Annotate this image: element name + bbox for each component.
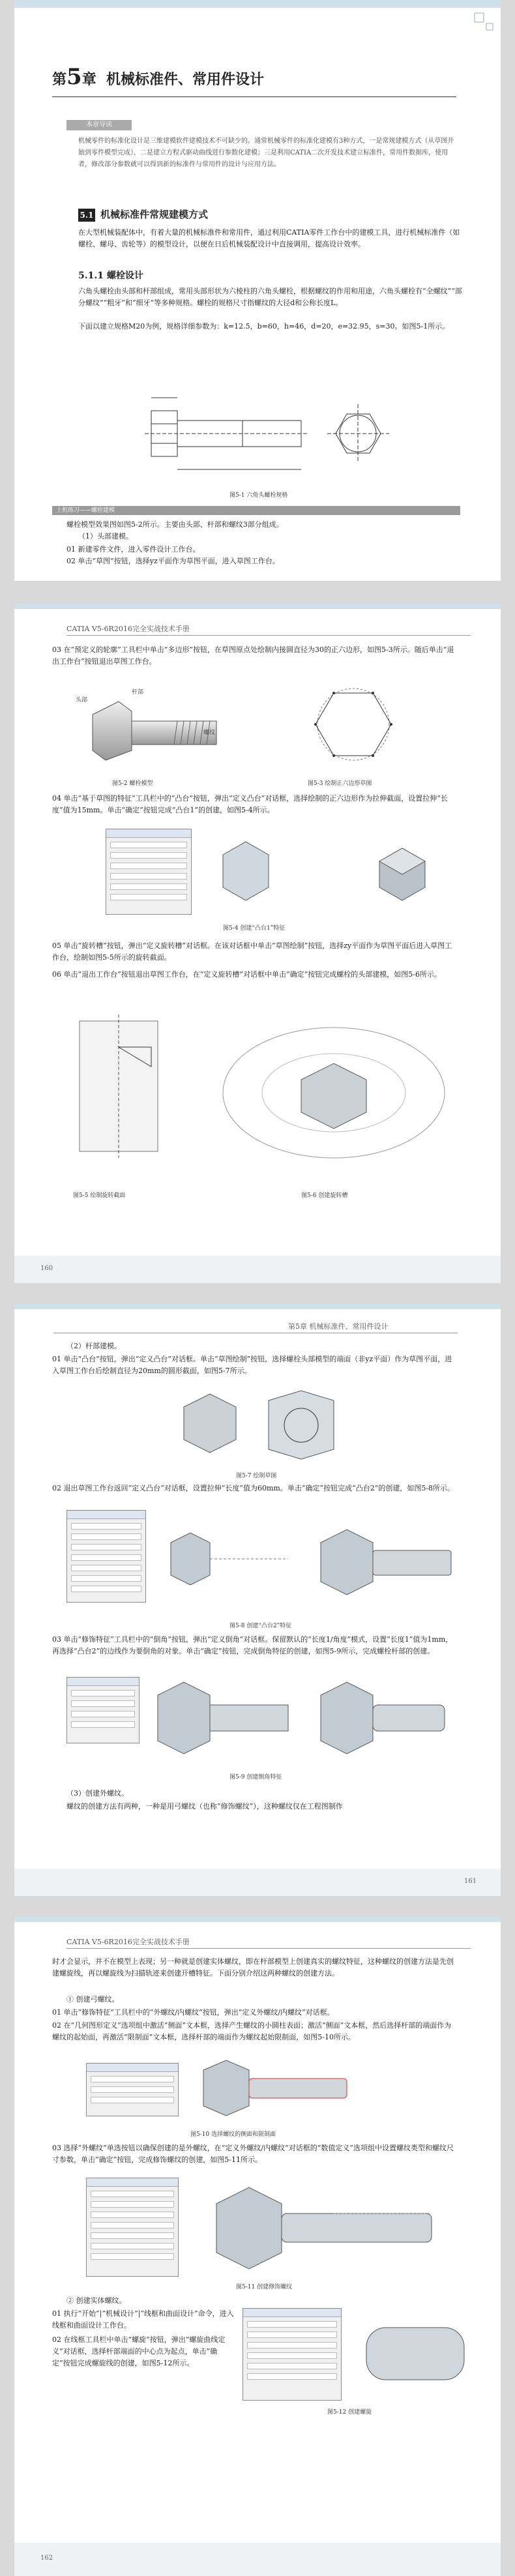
footer-band [14, 2543, 501, 2576]
section-heading: 5.1 机械标准件常规建模方式 [78, 207, 208, 222]
caption-5-12: 图5-12 创建螺旋 [327, 2409, 372, 2416]
para-03: 03 单击“修饰特征”工具栏中的“倒角”按钮，弹出“定义倒角”对话框。保留默认的“长度1/角度”模式，设置“长度1”值为1mm，再选择“凸台2”的边线作为要倒角的对象。单击“确定”按钮，完成倒角特征的创建，如图5-9所示，完成螺栓杆部的创建。 [52, 1635, 453, 1655]
para-04: 04 单击“基于草图的特征”工具栏中的“凸台”按钮，弹出“定义凸台”对话框，选择绘制的正六边形作为拉伸截面，设置拉伸“长度”值为15mm。单击“确定”按钮完成“凸台1”的创建，如图5-4所示。 [52, 794, 448, 814]
pad-2-figures [158, 1510, 458, 1614]
define-chamfer-dialog[interactable] [66, 1677, 140, 1743]
caption-5-2: 图5-2 螺栓模型 [112, 780, 153, 787]
para-05: 02 在线框工具栏中单击“螺旋”按钮，弹出“螺旋曲线定义”对话框，选择杆部端面的中心点为起点，单击“确定”按钮完成螺旋线的创建，如图5-12所示。 [52, 2335, 226, 2367]
cosmetic-thread-figure [190, 2178, 464, 2275]
top-band [14, 1917, 501, 1922]
thread-value-dialog[interactable] [86, 2178, 179, 2277]
step-01: 01 新建零件文件，进入零件设计工作台。 [66, 545, 200, 554]
hexagon-sketch-figure [288, 675, 419, 773]
intro-text: 机械零件的标准化设计是三维建模软件建模技术不可缺少的。通常机械零件的标准化建模有3种方式，一是常规建模方式（从草图开始到零件模型完成），二是建立方程式驱动曲线进行参数化建模；三是利用CATIA二次开发技术建立标准件，常用件数据库，使用者，修改部分参数就可以得到新的标准件与常用件的设计与应用方法。 [78, 138, 454, 168]
sub-text-2: 下面以建立规格M20为例，规格详细参数为：k=12.5，b=60，h=46，d=20，e=32.95，s=30。如图5-1所示。 [78, 322, 450, 331]
page-2 [14, 604, 501, 1283]
revolve-groove-figure [210, 1008, 458, 1171]
bolt-model-figure [66, 675, 236, 773]
header-rule [66, 635, 471, 636]
section-text: 在大型机械装配体中，有着大量的机械标准件和常用件，通过利用CATIA零件工作台中的建模工具，进行机械标准件（如螺栓、螺母、齿轮等）的模型设计，以便在日后机械装配设计中直接调用，提高设计效率。 [78, 228, 460, 248]
define-thread-dialog[interactable] [86, 2063, 179, 2116]
para-03: 03 选择“外螺纹”单选按钮以确保创建的是外螺纹，在“定义外螺纹/内螺纹”对话框的“数值定义”选项组中设置螺纹类型和螺纹尺寸参数，单击“确定”按钮，完成修饰螺纹的创建，如图5-11所示。 [52, 2144, 454, 2164]
caption-5-8: 图5-8 创建“凸台2”特征 [229, 1623, 292, 1629]
para-02: 02 退出草图工作台返回“定义凸台”对话框，设置拉伸“长度”值为60mm。单击“确定”按钮完成“凸台2”的创建，如图5-8所示。 [52, 1484, 455, 1492]
chapter-rule [52, 96, 456, 97]
caption-5-11: 图5-11 创建修饰螺纹 [236, 2284, 293, 2290]
figure-caption-5-1: 图5-1 六角头螺栓规格 [229, 492, 288, 499]
running-header: CATIA V5-6R2016完全实战技术手册 [66, 1938, 190, 1946]
para-02: 02 在“几何图形定义”选项组中激活“侧面”文本框，选择产生螺纹的小圆柱表面；激活“侧面”文本框，然后选择杆部的端面作为螺纹的起始面，再激活“限制面”文本框，选择杆部的端面作为螺纹起始限制面，如图5-10所示。 [52, 2021, 452, 2041]
sub-1: ① 创建弓螺纹。 [66, 1995, 119, 2004]
label-head: 头部 [76, 697, 88, 703]
thread-faces-figure [190, 2054, 464, 2125]
subsection-heading: 5.1.1 螺栓设计 [78, 271, 143, 281]
header-rule [66, 1948, 471, 1949]
para-a: 时才会显示，并不在模型上表现；另一种就是创建实体螺纹，即在杆部模型上创建真实的螺纹特征，这种螺纹的创建方法是先创建螺旋线，再以螺旋线为扫描轨迹来创建开槽特征。下面分别介绍这两种螺纹的创建方法。 [52, 1957, 454, 1977]
para-04: 01 执行“开始”|“机械设计”|“线框和曲面设计”命令，进入线框和曲面设计工作台。 [52, 2309, 234, 2330]
bolt-drawing [132, 378, 405, 482]
caption-5-7: 图5-7 绘制草图 [236, 1473, 277, 1479]
define-pad-dialog-2[interactable] [66, 1510, 146, 1603]
label-thread: 螺纹 [203, 730, 216, 736]
exercise-bar: 上机练习——螺栓建模 [52, 506, 460, 515]
page-number: 162 [40, 2554, 53, 2562]
caption-5-9: 图5-9 创建倒角特征 [229, 1774, 282, 1781]
step-02: 02 单击“草图”按钮，选择yz平面作为草图平面，进入草图工作台。 [66, 557, 280, 565]
intro-badge: 本章导读 [66, 120, 132, 130]
corner-decoration [429, 9, 501, 48]
chapter-heading: 第5章 机械标准件、常用件设计 [52, 64, 265, 90]
circle-sketch-figure [171, 1387, 353, 1466]
top-band [14, 604, 501, 609]
step-heading: （1）头部建模。 [78, 532, 133, 540]
caption-5-5: 图5-5 绘制旋转截面 [73, 1192, 126, 1199]
sub-2: ② 创建实体螺纹。 [66, 2296, 126, 2305]
step-heading-2: （3）创建外螺纹。 [66, 1789, 128, 1798]
caption-5-4: 图5-4 创建“凸台1”特征 [223, 925, 286, 932]
helix-figure [353, 2308, 471, 2399]
revolve-profile-figure [53, 1008, 184, 1171]
running-header: CATIA V5-6R2016完全实战技术手册 [66, 625, 190, 633]
chamfer-figures [145, 1669, 458, 1767]
page-number: 161 [464, 1878, 477, 1885]
step-heading: （2）杆部建模。 [66, 1342, 121, 1350]
para-05: 05 单击“旋转槽”按钮，弹出“定义旋转槽”对话框。在该对话框中单击“草图绘制”按钮，选择zy平面作为草图平面后进入草图工作台，绘制如图5-5所示的旋转截面。 [52, 941, 452, 962]
pad-preview-1 [203, 829, 288, 913]
top-band [14, 0, 501, 8]
footer-band [14, 1869, 501, 1896]
para-01: 01 单击“凸台”按钮，弹出“定义凸台”对话框。单击“草图绘制”按钮，选择螺栓头部模型的端面（非yz平面）作为草图平面，进入草图工作台后绘制直径为20mm的圆形截面，如图5-7所示。 [52, 1355, 452, 1375]
page-4 [14, 1917, 501, 2576]
caption-5-6: 图5-6 创建旋转槽 [301, 1192, 348, 1199]
page-3 [14, 1304, 501, 1896]
helix-definition-dialog[interactable] [243, 2308, 342, 2401]
body-text: 螺栓模型效果图如图5-2所示。主要由头部、杆部和螺纹3部分组成。 [66, 520, 284, 529]
page-number: 160 [40, 1265, 53, 1272]
page-1 [14, 0, 501, 581]
running-header: 第5章 机械标准件、常用件设计 [288, 1322, 389, 1331]
para-01: 01 单击“修饰特征”工具栏中的“外螺纹/内螺纹”按钮，弹出“定义外螺纹/内螺纹”对话框。 [52, 2008, 334, 2017]
para-06: 06 单击“退出工作台”按钮退出草图工作台，在“定义旋转槽”对话框中单击“确定”按钮完成螺栓的头部建模，如图5-6所示。 [52, 970, 441, 979]
sub-text: 六角头螺栓由头部和杆部组成，常用头部形状为六棱柱的六角头螺栓，根据螺纹的作用和用途，六角头螺栓有“全螺纹”“部分螺纹”“粗牙”和“细牙”等多种规格。螺栓的规格尺寸指螺纹的大径d和公称长度L。 [78, 287, 462, 307]
caption-5-10: 图5-10 选择螺纹的侧面和限制面 [190, 2131, 276, 2138]
footer-band [14, 1256, 501, 1283]
define-pad-dialog[interactable] [106, 829, 192, 915]
top-band [14, 1304, 501, 1309]
para-04: 螺纹的创建方法有两种，一种是用弓螺纹（也称“修饰螺纹”），这种螺纹仅在工程图制作 [66, 1802, 343, 1811]
para-03: 03 在“预定义的轮廓”工具栏中单击“多边形”按钮，在草图原点处绘制内接圆直径为30的正六边形，如图5-3所示。随后单击“退出工作台”按钮退出草图工作台。 [52, 645, 454, 666]
label-rod: 杆部 [132, 689, 144, 696]
pad-result-1 [366, 838, 438, 910]
caption-5-3: 图5-3 绘制正六边形草图 [308, 780, 372, 787]
